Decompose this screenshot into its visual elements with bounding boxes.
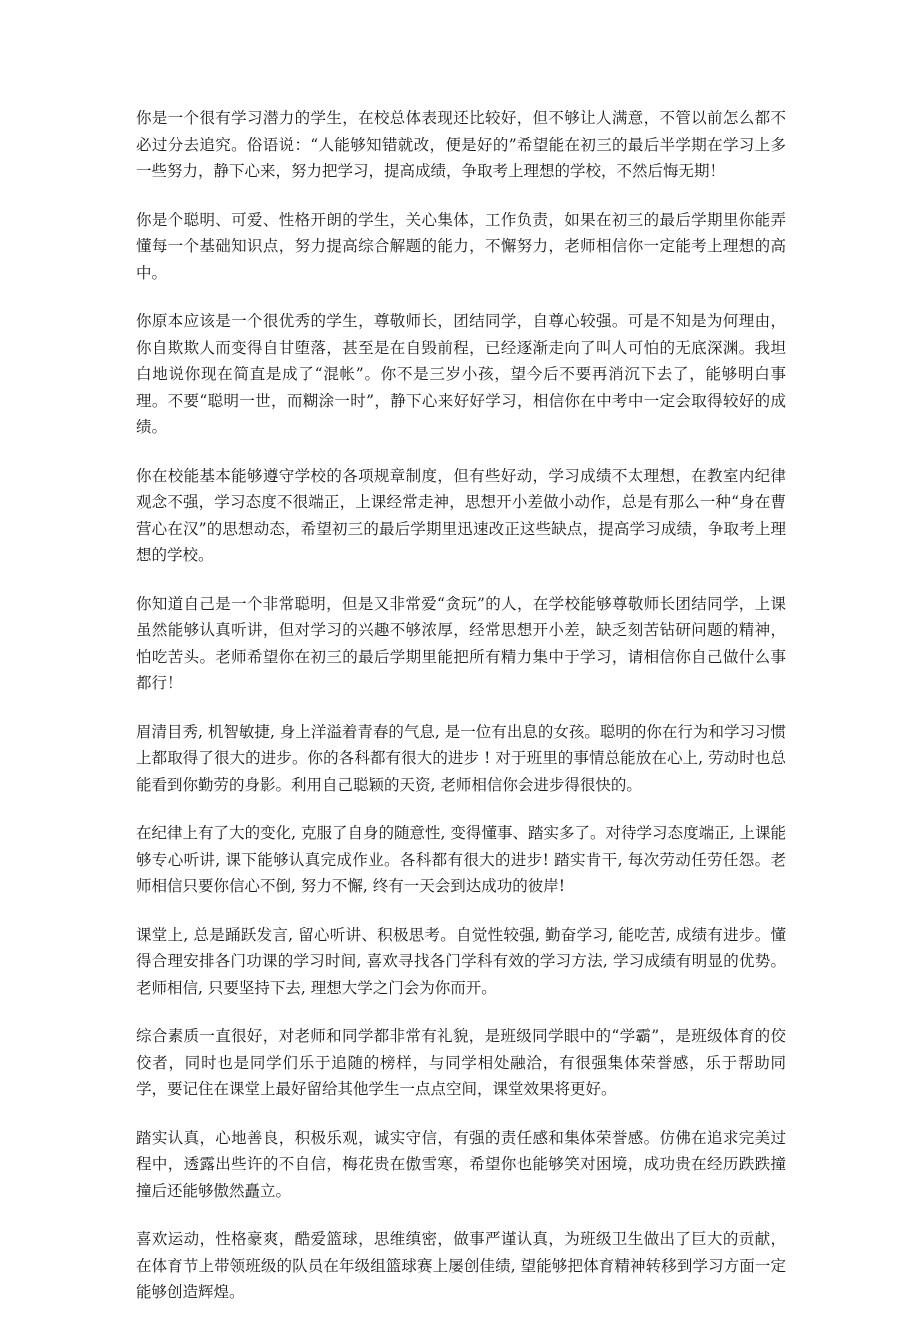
paragraph-3: 你原本应该是一个很优秀的学生，尊敬师长，团结同学，自尊心较强。可是不知是为何理由，你自欺欺人而变得自甘堕落，甚至是在自毁前程，已经逐渐走向了叫人可怕的无底深渊。我坦白地说你现在简直是成了“混帐”。你不是三岁小孩，望今后不要再消沉下去了，能够明白事理。不要“聪明一世，而糊涂一时”，静下心来好好学习，相信你在中考中一定会取得较好的成绩。 bbox=[136, 312, 786, 436]
paragraph-9: 综合素质一直很好，对老师和同学都非常有礼貌，是班级同学眼中的“学霸”，是班级体育的佼佼者，同时也是同学们乐于追随的榜样，与同学相处融洽，有很强集体荣誉感，乐于帮助同学，要记住在课堂上最好留给其他学生一点点空间，课堂效果将更好。 bbox=[136, 1027, 786, 1098]
paragraph-2: 你是个聪明、可爱、性格开朗的学生，关心集体，工作负责，如果在初三的最后学期里你能弄懂每一个基础知识点，努力提高综合解题的能力，不懈努力，老师相信你一定能考上理想的高中。 bbox=[136, 210, 786, 282]
paragraph-7: 在纪律上有了大的变化, 克服了自身的随意性, 变得懂事、踏实多了。对待学习态度端正, 上课能够专心听讲, 课下能够认真完成作业。各科都有很大的进步! 踏实肯干, 每次劳动任劳任怨。老师相信只要你信心不倒, 努力不懈, 终有一天会到达成功的彼岸! bbox=[136, 824, 786, 895]
paragraph-6: 眉清目秀, 机智敏捷, 身上洋溢着青春的气息, 是一位有出息的女孩。聪明的你在行为和学习习惯上都取得了很大的进步。你的各科都有很大的进步 ! 对于班里的事情总能放在心上, 劳动时也总能看到你勤劳的身影。利用自己聪颖的天资, 老师相信你会进步得很快的。 bbox=[136, 722, 786, 794]
paragraph-10: 踏实认真，心地善良，积极乐观，诚实守信，有强的责任感和集体荣誉感。仿佛在追求完美过程中，透露出些许的不自信，梅花贵在傲雪寒，希望你也能够笑对困境，成功贵在经历跌跌撞撞后还能够傲然矗立。 bbox=[136, 1128, 786, 1200]
paragraph-1: 你是一个很有学习潜力的学生，在校总体表现还比较好，但不够让人满意，不管以前怎么都不必过分去追究。俗语说：“人能够知错就改，便是好的”希望能在初三的最后半学期在学习上多一些努力，静下心来，努力把学习，提高成绩，争取考上理想的学校，不然后悔无期！ bbox=[136, 109, 786, 180]
paragraph-5: 你知道自己是一个非常聪明，但是又非常爱“贪玩”的人，在学校能够尊敬师长团结同学，上课虽然能够认真听讲，但对学习的兴趣不够浓厚，经常思想开小差，缺乏刻苦钻研问题的精神，怕吃苦头。老师希望你在初三的最后学期里能把所有精力集中于学习，请相信你自己做什么事都行！ bbox=[136, 594, 786, 692]
paragraph-8: 课堂上, 总是踊跃发言, 留心听讲、积极思考。自觉性较强, 勤奋学习, 能吃苦, 成绩有进步。懂得合理安排各门功课的学习时间, 喜欢寻找各门学科有效的学习方法, 学习成绩有明显的优势。老师相信, 只要坚持下去, 理想大学之门会为你而开。 bbox=[136, 925, 786, 997]
paragraph-4: 你在校能基本能够遵守学校的各项规章制度，但有些好动，学习成绩不太理想，在教室内纪律观念不强，学习态度不很端正，上课经常走神，思想开小差做小动作，总是有那么一种“身在曹营心在汉”的思想动态，希望初三的最后学期里迅速改正这些缺点，提高学习成绩，争取考上理想的学校。 bbox=[136, 466, 786, 564]
paragraph-11: 喜欢运动，性格豪爽，酷爱篮球，思维缜密，做事严谨认真，为班级卫生做出了巨大的贡献，在体育节上带领班级的队员在年级组篮球赛上屡创佳绩, 望能够把体育精神转移到学习方面一定能够创造辉煌。 bbox=[136, 1230, 786, 1301]
document-body bbox=[136, 105, 786, 1328]
